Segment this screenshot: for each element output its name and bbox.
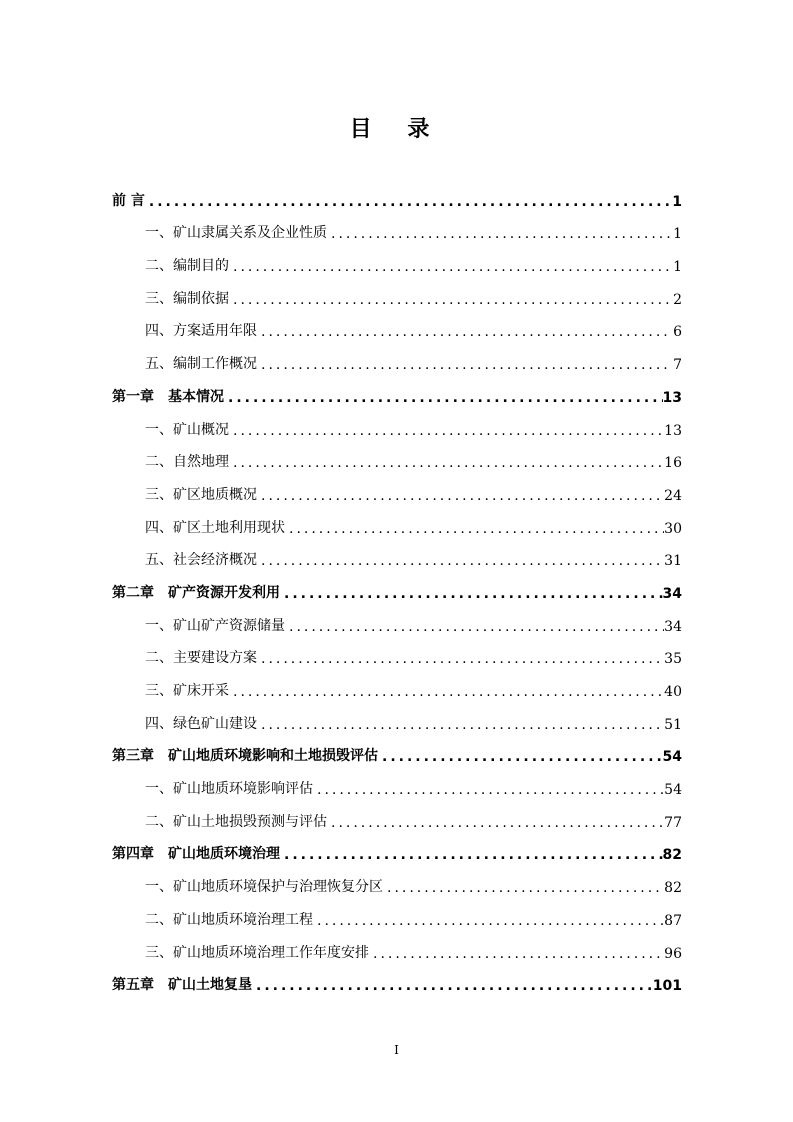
toc-title: 目 录 [349, 117, 444, 142]
toc-entry-page-number: 34 [664, 618, 682, 635]
toc-entry-label [145, 255, 229, 278]
toc-entry-label [145, 713, 257, 736]
toc-entry-prefix: 一、 [145, 617, 173, 634]
toc-entry-prefix: 二、 [145, 813, 173, 830]
toc-entry-page-number: 96 [664, 945, 682, 962]
toc-entry-label [112, 745, 378, 768]
toc-entry-label [145, 484, 257, 507]
toc-entry-text: 矿山地质环境影响评估 [173, 781, 313, 798]
toc-entry-prefix: 五、 [145, 552, 173, 569]
toc-entry-page-number: 16 [664, 455, 682, 472]
toc-section-entry[interactable] [112, 343, 682, 376]
toc-entry-prefix: 二、 [145, 258, 173, 275]
toc-section-entry[interactable] [112, 768, 682, 801]
toc-entry-prefix: 四、 [145, 519, 173, 536]
toc-entry-text: 矿山地质环境影响和土地损毁评估 [168, 748, 378, 765]
toc-entry-prefix: 三、 [145, 683, 173, 699]
toc-entry-page-number: 13 [664, 422, 682, 439]
toc-section-entry[interactable] [112, 638, 682, 671]
toc-entry-text: 矿产资源开发利用 [168, 584, 280, 601]
toc-entry-page-number: 31 [664, 553, 682, 570]
toc-entry-label [145, 549, 257, 572]
toc-chapter-entry[interactable] [112, 572, 682, 605]
toc-chapter-entry[interactable] [112, 180, 682, 213]
toc-entry-page-number: 1 [673, 259, 682, 276]
toc-entry-prefix: 二、 [145, 454, 173, 471]
toc-entry-page-number: 40 [664, 684, 682, 700]
toc-entry-page-number: 2 [673, 291, 682, 308]
toc-entry-label [145, 876, 383, 899]
toc-entry-text: 矿山地质环境保护与治理恢复分区 [173, 879, 383, 896]
toc-entry-label [145, 680, 229, 703]
toc-entry-page-number: 54 [662, 749, 682, 766]
toc-section-entry[interactable] [112, 703, 682, 736]
toc-entry-prefix: 前 言 [112, 192, 145, 209]
toc-entry-label [145, 615, 285, 638]
dot-leader [327, 226, 672, 245]
toc-entry-prefix: 三、 [145, 486, 173, 503]
dot-leader [229, 259, 672, 278]
toc-section-entry[interactable] [112, 605, 682, 638]
dot-leader [257, 717, 664, 736]
toc-entry-text: 编制依据 [173, 290, 229, 307]
toc-entry-text: 主要建设方案 [173, 650, 257, 667]
toc-entry-page-number: 51 [664, 716, 682, 733]
dot-leader [145, 194, 672, 213]
toc-entry-label [112, 843, 280, 866]
toc-entry-prefix: 一、 [145, 225, 173, 242]
toc-entry-label [145, 419, 229, 442]
toc-entry-label [112, 582, 280, 605]
toc-entry-prefix: 二、 [145, 650, 173, 667]
toc-section-entry[interactable] [112, 932, 682, 965]
dot-leader [229, 423, 664, 442]
toc-entry-page-number: 54 [664, 782, 682, 799]
toc-entry-prefix: 第三章 [112, 748, 154, 765]
toc-entry-text: 矿山概况 [173, 421, 229, 438]
toc-entry-label [145, 517, 285, 540]
page-footer-number: I [394, 1043, 399, 1057]
toc-entry-prefix: 四、 [145, 323, 173, 340]
toc-entry-prefix: 一、 [145, 879, 173, 896]
toc-section-entry[interactable] [112, 311, 682, 344]
toc-entry-label [145, 353, 257, 376]
toc-entry-page-number: 82 [664, 880, 682, 897]
toc-entry-label [145, 942, 369, 965]
toc-entry-page-number: 87 [664, 912, 682, 929]
toc-entry-prefix: 第二章 [112, 584, 154, 601]
toc-section-entry[interactable] [112, 278, 682, 311]
toc-entry-prefix: 一、 [145, 781, 173, 798]
toc-entry-page-number: 35 [664, 651, 682, 668]
toc-entry-text: 矿山地质环境治理工作年度安排 [173, 944, 369, 961]
dot-leader [383, 880, 664, 899]
toc-entry-prefix: 第四章 [112, 846, 154, 863]
toc-section-entry[interactable] [112, 670, 682, 703]
toc-entry-label [112, 974, 252, 997]
dot-leader [229, 455, 664, 474]
dot-leader [280, 586, 663, 605]
toc-entry-page-number: 7 [673, 357, 682, 374]
toc-entry-label [145, 909, 313, 932]
toc-section-entry[interactable] [112, 899, 682, 932]
toc-entry-text: 矿区土地利用现状 [173, 519, 285, 536]
toc-entry-text: 矿山土地复垦 [168, 977, 252, 994]
toc-entry-label [145, 222, 327, 245]
toc-entry-text: 矿山隶属关系及企业性质 [173, 225, 327, 242]
toc-entry-label [112, 386, 224, 409]
toc-entry-text: 矿区地质概况 [173, 486, 257, 503]
toc-section-entry[interactable] [112, 866, 682, 899]
toc-entry-text: 矿山矿产资源储量 [173, 617, 285, 634]
toc-entry-prefix: 五、 [145, 356, 173, 373]
toc-entry-prefix: 三、 [145, 944, 173, 961]
toc-entry-text: 编制工作概况 [173, 356, 257, 373]
toc-entry-text: 矿山地质环境治理 [168, 846, 280, 863]
toc-entry-text: 绿色矿山建设 [173, 715, 257, 732]
dot-leader [229, 684, 664, 703]
toc-entry-prefix: 四、 [145, 715, 173, 732]
dot-leader [327, 815, 664, 834]
toc-entry-text: 矿山地质环境治理工程 [173, 911, 313, 928]
toc-entry-text: 基本情况 [168, 388, 224, 405]
toc-section-entry[interactable] [112, 474, 682, 507]
toc-section-entry[interactable] [112, 507, 682, 540]
toc-entry-page-number: 30 [664, 520, 682, 537]
dot-leader [229, 292, 672, 311]
toc-entry-page-number: 82 [662, 847, 682, 864]
dot-leader [285, 521, 664, 540]
dot-leader [224, 390, 663, 409]
dot-leader [280, 847, 663, 866]
toc-chapter-entry[interactable] [112, 965, 682, 998]
toc-section-entry[interactable] [112, 245, 682, 278]
toc-entry-page-number: 1 [673, 226, 682, 243]
toc-entry-prefix: 第一章 [112, 388, 154, 405]
dot-leader [378, 749, 663, 768]
dot-leader [285, 619, 664, 638]
toc-section-entry[interactable] [112, 540, 682, 573]
toc-entry-page-number: 6 [673, 324, 682, 341]
dot-leader [257, 488, 664, 507]
toc-entry-page-number: 24 [664, 487, 682, 504]
toc-entry-label [145, 778, 313, 801]
toc-entry-page-number: 77 [664, 814, 682, 831]
toc-entry-text: 自然地理 [173, 454, 229, 471]
dot-leader [257, 651, 664, 670]
toc-entry-page-number: 1 [672, 193, 682, 210]
toc-entry-label [145, 811, 327, 834]
table-of-contents [112, 180, 682, 997]
toc-entry-label [145, 451, 229, 474]
toc-entry-page-number: 101 [652, 978, 682, 995]
dot-leader [369, 946, 664, 965]
toc-entry-label [145, 320, 257, 343]
dot-leader [313, 782, 664, 801]
dot-leader [252, 978, 653, 997]
toc-section-entry[interactable] [112, 801, 682, 834]
toc-entry-label [112, 190, 145, 213]
toc-chapter-entry[interactable] [112, 736, 682, 769]
dot-leader [257, 324, 672, 343]
dot-leader [257, 357, 672, 376]
toc-entry-text: 编制目的 [173, 258, 229, 275]
toc-entry-page-number: 34 [662, 585, 682, 602]
toc-entry-prefix: 一、 [145, 421, 173, 438]
toc-section-entry[interactable] [112, 409, 682, 442]
toc-entry-page-number: 13 [662, 389, 682, 406]
dot-leader [313, 913, 664, 932]
toc-section-entry[interactable] [112, 442, 682, 475]
toc-entry-prefix: 第五章 [112, 977, 154, 994]
toc-entry-prefix: 二、 [145, 911, 173, 928]
toc-entry-label [145, 288, 229, 311]
toc-entry-label [145, 647, 257, 670]
toc-section-entry[interactable] [112, 213, 682, 246]
toc-chapter-entry[interactable] [112, 376, 682, 409]
toc-entry-prefix: 三、 [145, 290, 173, 307]
toc-chapter-entry[interactable] [112, 834, 682, 867]
toc-entry-text: 社会经济概况 [173, 552, 257, 569]
dot-leader [257, 553, 664, 572]
toc-entry-text: 矿床开采 [173, 683, 229, 699]
toc-entry-text: 方案适用年限 [173, 323, 257, 340]
toc-entry-text: 矿山土地损毁预测与评估 [173, 813, 327, 830]
